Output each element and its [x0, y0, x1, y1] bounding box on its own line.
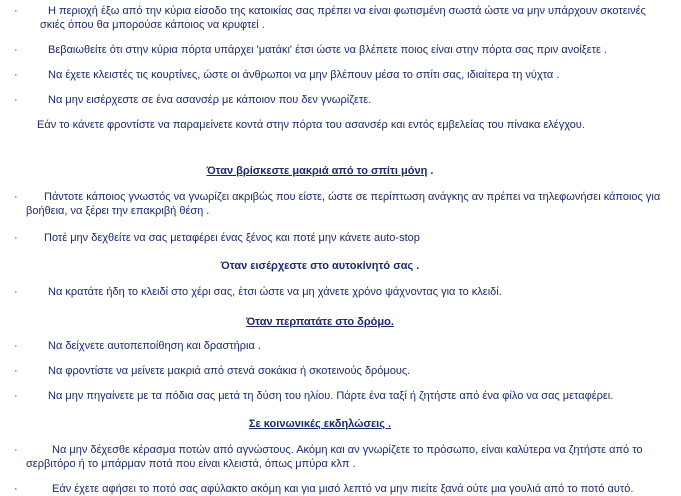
heading-suffix: .	[427, 165, 434, 177]
section-heading-away	[0, 164, 640, 178]
bullet-marker: ·	[14, 365, 18, 377]
list-item: Πάντοτε κάποιος γνωστός να γνωρίζει ακριβώς που είστε, ώστε σε περίπτωση ανάγκης αν πρέπει να τηλεφωνήσει κάποιος για βοήθεια, να ξέρει την επακριβή θέση .	[26, 191, 661, 217]
heading-text: Σε κοινωνικές εκδηλώσεις .	[248, 418, 392, 430]
list-item: Βεβαιωθείτε ότι στην κύρια πόρτα υπάρχει 'ματάκι' έτσι ώστε να βλέπετε ποιος είναι στην πόρτα σας πριν ανοίξετε .	[48, 44, 607, 56]
bullet-marker: ·	[14, 390, 18, 402]
list-item: Να κρατάτε ήδη το κλειδί στο χέρι σας, έτσι ώστε να μη χάνετε χρόνο ψάχνοντας για το κλειδί.	[48, 286, 502, 298]
bullet-marker: ·	[14, 444, 18, 456]
section-heading-social	[0, 417, 640, 431]
bullet-marker: ·	[14, 5, 18, 17]
bullet-marker: ·	[14, 191, 18, 203]
heading-text: Όταν περπατάτε στο δρόμο.	[246, 316, 394, 328]
note-paragraph: Εάν το κάνετε φροντίστε να παραμείνετε κοντά στην πόρτα του ασανσέρ και εντός εμβελείας του πίνακα ελέγχου.	[37, 119, 585, 131]
section-heading-walk	[0, 315, 640, 329]
bullet-marker: ·	[14, 483, 18, 495]
list-item: Να μην εισέρχεστε σε ένα ασανσέρ με κάποιον που δεν γνωρίζετε.	[48, 94, 372, 106]
list-item: Να φροντίστε να μείνετε μακριά από στενά σοκάκια ή σκοτεινούς δρόμους.	[48, 365, 411, 377]
bullet-marker: ·	[14, 232, 18, 244]
bullet-marker: ·	[14, 69, 18, 81]
list-item: Η περιοχή έξω από την κύρια είσοδο της κατοικίας σας πρέπει να είναι φωτισμένη σωστά ώστε να μην υπάρχουν σκοτεινές σκιές όπου θα μπορούσε κάποιος να κρυφτεί .	[40, 5, 646, 31]
heading-text: Όταν εισέρχεστε στο αυτοκίνητό σας .	[220, 260, 420, 272]
bullet-marker: ·	[14, 340, 18, 352]
bullet-marker: ·	[14, 286, 18, 298]
bullet-marker: ·	[14, 44, 18, 56]
list-item: Να μην δέχεσθε κέρασμα ποτών από αγνώστους. Ακόμη και αν γνωρίζετε το πρόσωπο, είναι καλύτερα να ζητήστε από το σερβιτόρο ή το μπάρμαν ποτά που είναι κλειστά, όπως μπύρα κλπ .	[26, 444, 643, 470]
heading-text: Όταν βρίσκεστε μακριά από το σπίτι μόνη	[206, 165, 428, 177]
list-item: Να δείχνετε αυτοπεποίθηση και δραστήρια .	[48, 340, 261, 352]
section-heading-car	[0, 259, 640, 273]
bullet-marker: ·	[14, 94, 18, 106]
list-item: Να έχετε κλειστές τις κουρτίνες, ώστε οι άνθρωποι να μην βλέπουν μέσα το σπίτι σας, ιδιαίτερα τη νύχτα .	[48, 69, 560, 81]
list-item: Να μην πηγαίνετε με τα πόδια σας μετά τη δύση του ηλίου. Πάρτε ένα ταξί ή ζητήστε από ένα φίλο να σας μεταφέρει.	[48, 390, 614, 402]
list-item: Εάν έχετε αφήσει το ποτό σας αφύλακτο ακόμη και για μισό λεπτό να μην πιείτε ξανά ούτε μια γουλιά από το ποτό αυτό.	[52, 483, 634, 495]
list-item: Ποτέ μην δεχθείτε να σας μεταφέρει ένας ξένος και ποτέ μην κάνετε auto-stop	[44, 232, 420, 244]
